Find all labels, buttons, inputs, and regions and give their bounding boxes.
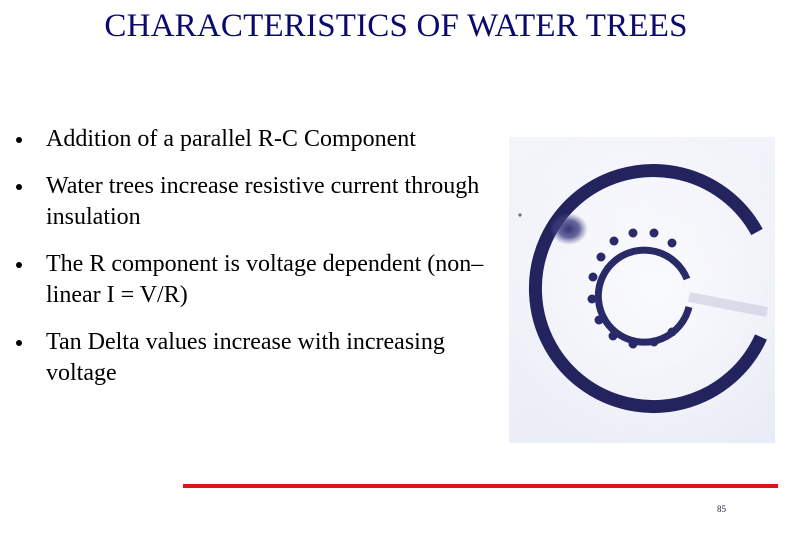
bullet-text: Water trees increase resistive current through insulation <box>46 173 480 230</box>
bullet-text: Tan Delta values increase with increasing voltage <box>46 329 445 386</box>
bullet-dot-icon <box>16 262 22 268</box>
bullet-dot-icon <box>16 137 22 143</box>
bullet-dot-icon <box>16 184 22 190</box>
bullet-text: Addition of a parallel R-C Component <box>46 126 416 152</box>
page-number: 85 <box>717 504 726 514</box>
slide-title: CHARACTERISTICS OF WATER TREES <box>104 8 688 44</box>
water-tree-cable-cross-section-image <box>509 137 775 443</box>
bullet-text: The R component is voltage dependent (non–linear I = V/R) <box>46 251 484 308</box>
cable-cross-section-icon <box>509 137 775 443</box>
divider-rule <box>183 484 778 488</box>
bullet-list <box>0 0 500 420</box>
bullet-dot-icon <box>16 340 22 346</box>
